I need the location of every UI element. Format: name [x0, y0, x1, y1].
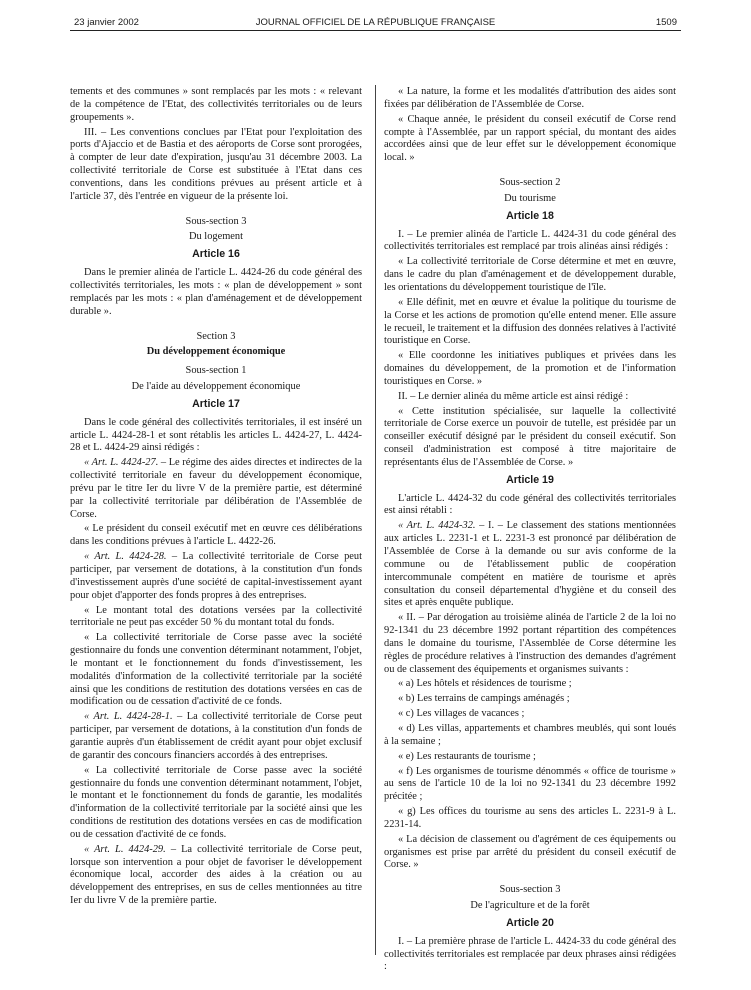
paragraph: III. – Les conventions conclues par l'Etat pour l'exploitation des ports d'Ajaccio et de Bastia et des aéroports de Corse sont prorogées, à compter de leur date d'expiration, jusqu'au 31 décembre 2003. La collectivité territoriale de Corse est substituée à l'Etat dans ces conventions, dans les conditions prévues au présent article et à l'article 37, dès l'entrée en vigueur de la présente loi. [70, 126, 362, 202]
paragraph: « Chaque année, le président du conseil exécutif de Corse rend compte à l'Assemblée, par un rapport spécial, du montant des aides accordées ainsi que de leur effet sur le développement économique local. » [384, 113, 676, 164]
paragraph: Dans le code général des collectivités territoriales, il est inséré un article L. 4424-28-1 et sont rétablis les articles L. 4424-27, L. 4424-28 et L. 4424-29 ainsi rédigés : [70, 416, 362, 454]
article-heading: Article 17 [192, 397, 240, 410]
paragraph: II. – Le dernier alinéa du même article est ainsi rédigé : [398, 390, 629, 402]
article-heading: Article 18 [506, 209, 554, 222]
list-item: « g) Les offices du tourisme au sens des articles L. 2231-9 à L. 2231-14. [384, 806, 676, 830]
paragraph: « Art. L. 4424-29. – La collectivité territoriale de Corse peut, lorsque son intervention a pour objet de favoriser le développement économique local, accorder des aides à la création ou au développement des entreprises, en sus de celles mentionnées au titre Ier du livre V de la première partie. [70, 843, 362, 907]
subsection-heading: Sous-section 2 [499, 177, 561, 189]
left-column [70, 86, 362, 910]
subsection-title: De l'aide au développement économique [131, 381, 301, 393]
paragraph: « Elle définit, met en œuvre et évalue la politique du tourisme de la Corse et les actions de promotion qu'elle entend mener. Elle assure le recueil, le traitement et la diffusion des données relatives à l'activité touristique en Corse. [384, 296, 676, 347]
subsection-title: Du logement [189, 231, 243, 243]
column-separator [375, 85, 376, 955]
article-heading: Article 16 [192, 248, 240, 261]
paragraph: I. – Le premier alinéa de l'article L. 4424-31 du code général des collectivités territoriales est remplacé par trois alinéas ainsi rédigés : [384, 228, 676, 253]
paragraph: L'article L. 4424-32 du code général des collectivités territoriales est ainsi rétabli : [384, 492, 676, 517]
article-reference: « Art. L. 4424-29. [84, 843, 166, 855]
list-item: « c) Les villages de vacances ; [398, 708, 525, 720]
header-rule [70, 30, 681, 31]
subsection-title: De l'agriculture et de la forêt [470, 900, 590, 912]
article-heading: Article 19 [506, 473, 554, 486]
subsection-heading: Sous-section 3 [185, 215, 247, 227]
paragraph: Dans le premier alinéa de l'article L. 4424-26 du code général des collectivités territoriales, les mots : « plan de développement » sont remplacés par les mots : « plan d'aménagement et de développement durable ». [70, 267, 362, 317]
paragraph: « Le montant total des dotations versées par la collectivité territoriale ne peut pas excéder 50 % du montant total du fonds. [70, 604, 362, 629]
header-journal-title: JOURNAL OFFICIEL DE LA RÉPUBLIQUE FRANÇAISE [255, 17, 496, 28]
paragraph: « Cette institution spécialisée, sur laquelle la collectivité territoriale de Corse exerce un pouvoir de tutelle, est présidée par un conseiller exécutif désigné par le président du conseil exécutif. Son conseil d'administration est composé à titre majoritaire de représentants élus de l'Assemblée de Corse. » [384, 405, 676, 468]
section-title: Du développement économique [146, 346, 286, 358]
article-heading: Article 20 [506, 916, 554, 929]
page-header [0, 0, 751, 28]
paragraph: « La collectivité territoriale de Corse détermine et met en œuvre, dans le cadre du plan d'aménagement et de développement durable, les orientations du développement touristique de l'île. [384, 256, 676, 293]
subsection-title: Du tourisme [504, 192, 556, 204]
subsection-heading: Sous-section 3 [499, 884, 561, 896]
paragraph: « Art. L. 4424-27. – Le régime des aides directes et indirectes de la collectivité territoriale en faveur du développement économique, prévu par le titre Ier du livre V de la première partie, est déterminé par la collectivité territoriale par délibération de l'Assemblée de Corse. [70, 457, 362, 520]
list-item: « e) Les restaurants de tourisme ; [398, 750, 536, 762]
paragraph: « La décision de classement ou d'agrément de ces équipements ou organismes est prise par arrêté du président du conseil exécutif de Corse. » [384, 833, 676, 871]
paragraph: tements et des communes » sont remplacés par les mots : « relevant de la compétence de l'Etat, des collectivités territoriales ou de leurs groupements ». [70, 86, 362, 123]
paragraph: « Le président du conseil exécutif met en œuvre ces délibérations dans les conditions prévues à l'article L. 4422-26. [70, 523, 362, 548]
right-column [384, 86, 676, 976]
paragraph: « Art. L. 4424-28-1. – La collectivité territoriale de Corse peut participer, par versement de dotations, à la constitution d'un fonds de garantie auprès d'un établissement de crédit ayant pour objet exclusif de garantir des concours financiers accordés à des entreprises. [70, 711, 363, 761]
article-reference: « Art. L. 4424-28-1. [84, 711, 173, 723]
list-item: « d) Les villas, appartements et chambres meublés, qui sont loués à la semaine ; [384, 722, 676, 747]
paragraph: « Elle coordonne les initiatives publiques et privées dans les domaines du développement, de la promotion et de l'information touristiques en Corse. » [384, 350, 676, 387]
list-item: « a) Les hôtels et résidences de tourisme ; [398, 678, 572, 690]
article-reference: « Art. L. 4424-32. [398, 520, 476, 532]
paragraph: « Art. L. 4424-32. – I. – Le classement des stations mentionnées aux articles L. 2231-1 et L. 2231-3 est prononcé par délibération de l'Assemblée de Corse à la demande ou sur avis conforme de la commune ou de l'établissement public de coopération intercommunale compétent en matière de tourisme et après consultation du conseil départemental d'hygiène et du conseil des sites et après enquête publique. [384, 520, 676, 609]
header-date: 23 janvier 2002 [74, 17, 139, 28]
paragraph: I. – La première phrase de l'article L. 4424-33 du code général des collectivités territoriales est remplacée par deux phrases ainsi rédigées : [384, 935, 676, 973]
header-page-number: 1509 [655, 17, 677, 28]
list-item: « f) Les organismes de tourisme dénommés « office de tourisme » au sens de l'article 10 de la loi no 92-1341 du 23 décembre 1992 précitée ; [384, 765, 676, 803]
list-item: « b) Les terrains de campings aménagés ; [398, 693, 570, 705]
section-heading: Section 3 [196, 330, 236, 342]
article-reference: « Art. L. 4424-28. [84, 551, 167, 563]
paragraph: « La nature, la forme et les modalités d'attribution des aides sont fixées par délibération de l'Assemblée de Corse. [384, 86, 676, 110]
subsection-heading: Sous-section 1 [185, 365, 247, 377]
paragraph: « II. – Par dérogation au troisième alinéa de l'article 2 de la loi no 92-1341 du 23 décembre 1992 portant répartition des compétences dans le domaine du tourisme, l'Assemblée de Corse détermine les règles de procédure relatives à l'instruction des demandes d'agrément ou de classement des équipements et organismes suivants : [384, 612, 676, 675]
paragraph: « La collectivité territoriale de Corse passe avec la société gestionnaire du fonds une convention déterminant notamment, l'objet, le montant et le fonctionnement du fonds d'investissement, les modalités d'information de la collectivité territoriale par la société ainsi que les conditions de restitution des dotations versées en cas de modification ou de cessation d'activité de ce fonds. [70, 632, 362, 708]
paragraph: « La collectivité territoriale de Corse passe avec la société gestionnaire du fonds une convention déterminant notamment, l'objet, le montant et le fonctionnement du fonds de garantie, les modalités d'information de la collectivité territoriale par la société ainsi que les conditions de restitution des dotations versées en cas de modification ou de cessation d'activité de ce fonds. [70, 764, 362, 840]
paragraph: « Art. L. 4424-28. – La collectivité territoriale de Corse peut participer, par versement de dotations, à la constitution d'un fonds d'investissement auprès d'une société de capital-investissement ayant pour objet d'apporter des fonds propres à des entreprises. [70, 551, 362, 601]
article-reference: « Art. L. 4424-27. [84, 457, 159, 469]
